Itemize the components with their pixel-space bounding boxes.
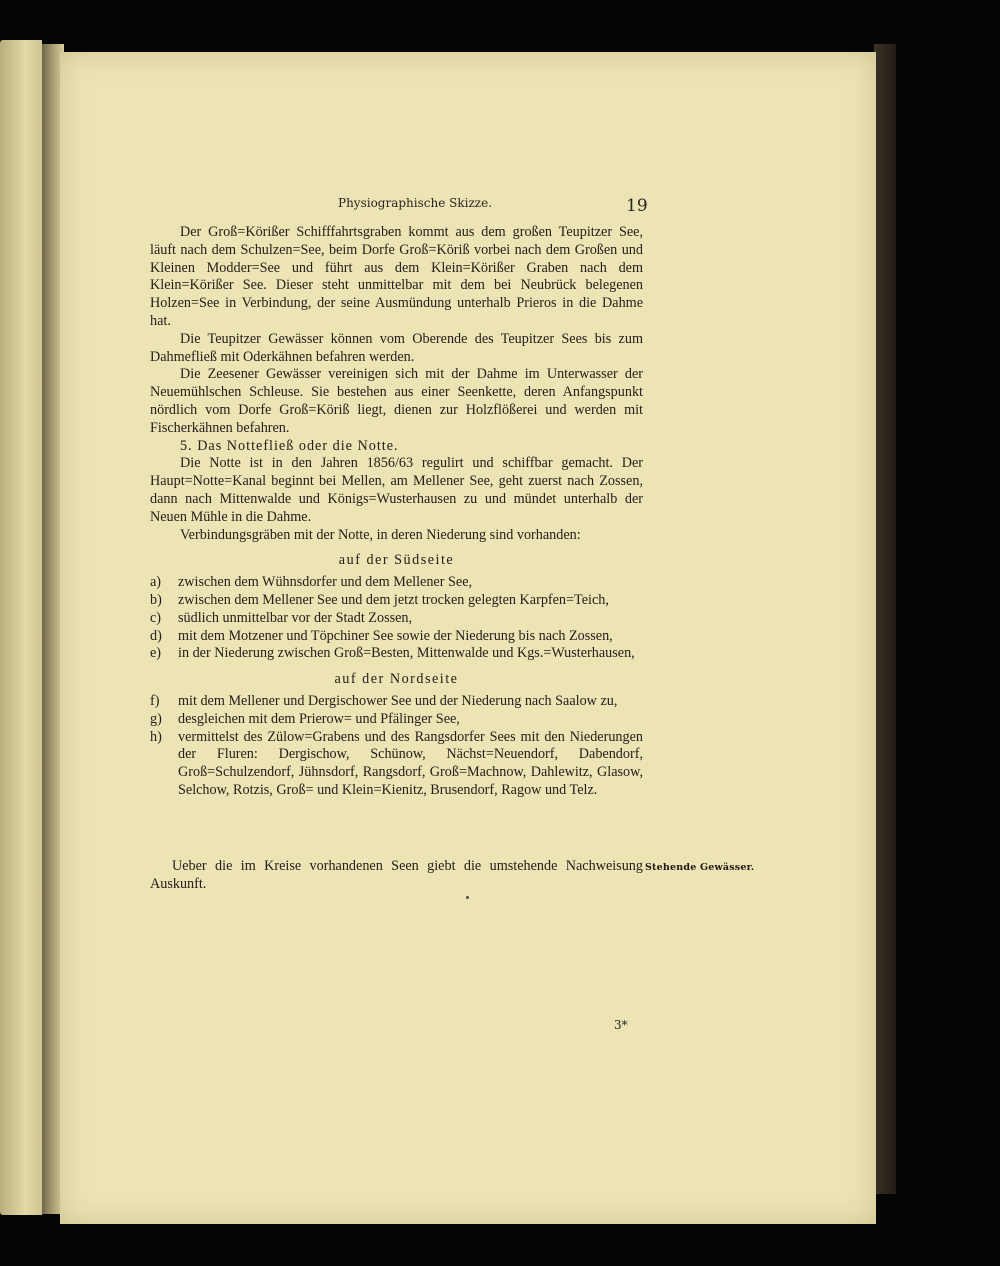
list-item <box>150 729 643 800</box>
list-item <box>150 574 643 592</box>
facing-page-edge <box>0 40 42 1215</box>
list-marker: d) <box>150 627 162 644</box>
list-marker: h) <box>150 728 162 745</box>
list-item <box>150 645 643 663</box>
list-marker: a) <box>150 574 162 591</box>
list-text: zwischen dem Mellener See und dem jetzt trocken gelegten Karpfen=Teich, <box>178 591 609 608</box>
list-text: mit dem Mellener und Dergischower See und der Niederung nach Saalow zu, <box>178 692 618 709</box>
list-item <box>150 592 643 610</box>
paragraph-lakes-reference: Ueber die im Kreise vorhandenen Seen giebt die umstehende Nachweisung Auskunft. <box>150 858 643 892</box>
signature-mark: 3* <box>614 1018 628 1032</box>
list-text: desgleichen mit dem Prierow= und Pfälinger See, <box>178 710 460 727</box>
list-marker: g) <box>150 710 162 727</box>
list-item <box>150 610 643 628</box>
main-text <box>150 224 643 800</box>
page-number: 19 <box>626 196 648 216</box>
section-heading-notte: 5. Das Nottefließ oder die Notte. <box>180 437 399 454</box>
margin-note: Stehende Gewässer. <box>645 862 755 873</box>
list-marker: e) <box>150 645 162 662</box>
running-title: Physiographische Skizze. <box>338 196 493 210</box>
paragraph-notte-regulation: Die Notte ist in den Jahren 1856/63 regulirt und schiffbar gemacht. Der Haupt=Notte=Kanal beginnt bei Mellen, am Mellener See, geht zuerst nach Zossen, dann nach Mittenwalde und Königs=Wusterhausen zu und mündet unterhalb der Neuen Mühle in die Dahme. <box>150 455 643 525</box>
paragraph-koeris-canal: Der Groß=Körißer Schifffahrtsgraben kommt aus dem großen Teupitzer See, läuft nach dem Schulzen=See, beim Dorfe Groß=Köriß vorbei nach dem Großen und Kleinen Modder=See und führt aus dem Klein=Körißer Graben nach dem Klein=Körißer See. Dieser steht unmittelbar mit dem bei Neubrück belegenen Holzen=See in Verbindung, der seine Ausmündung unterhalb Prieros in die Dahme hat. <box>150 224 643 329</box>
subheading-south: auf der Südseite <box>338 552 455 569</box>
north-list <box>150 693 643 800</box>
paragraph-teupitz-waters: Die Teupitzer Gewässer können vom Oberende des Teupitzer Sees bis zum Dahmefließ mit Oderkähnen befahren werden. <box>150 330 643 365</box>
list-text: in der Niederung zwischen Groß=Besten, Mittenwalde und Kgs.=Wusterhausen, <box>178 645 635 662</box>
list-marker: b) <box>150 591 162 608</box>
list-marker: f) <box>150 692 160 709</box>
paragraph-zeesen-waters: Die Zeesener Gewässer vereinigen sich mit der Dahme im Unterwasser der Neuemühlschen Schleuse. Sie bestehen aus einer Seenkette, deren Anfangspunkt nördlich vom Dorfe Groß=Köriß liegt, dienen zur Holzflößerei und werden mit Fischerkähnen befahren. <box>150 366 643 436</box>
book-edge-right <box>874 44 896 1194</box>
subheading-north: auf der Nordseite <box>334 671 459 688</box>
list-text: südlich unmittelbar vor der Stadt Zossen, <box>178 609 413 626</box>
list-item <box>150 628 643 646</box>
paragraph-connecting-ditches: Verbindungsgräben mit der Notte, in deren Niederung sind vorhanden: <box>180 526 581 543</box>
list-item <box>150 711 643 729</box>
list-marker: c) <box>150 609 162 626</box>
list-text: vermittelst des Zülow=Grabens und des Rangsdorfer Sees mit den Niederungen der Fluren: Dergischow, Schünow, Nächst=Neuendorf, Dabendorf, Groß=Schulzendorf, Jühnsdorf, Rangsdorf, Groß=Machnow, Dahlewitz, Glasow, Selchow, Rotzis, Groß= und Klein=Kienitz, Brusendorf, Ragow und Telz. <box>178 728 643 798</box>
list-item <box>150 693 643 711</box>
ink-speck <box>466 896 469 899</box>
list-text: zwischen dem Wühnsdorfer und dem Mellener See, <box>178 574 473 591</box>
closing-text <box>150 857 643 893</box>
south-list <box>150 574 643 663</box>
list-text: mit dem Motzener und Töpchiner See sowie der Niederung bis nach Zossen, <box>178 627 613 644</box>
